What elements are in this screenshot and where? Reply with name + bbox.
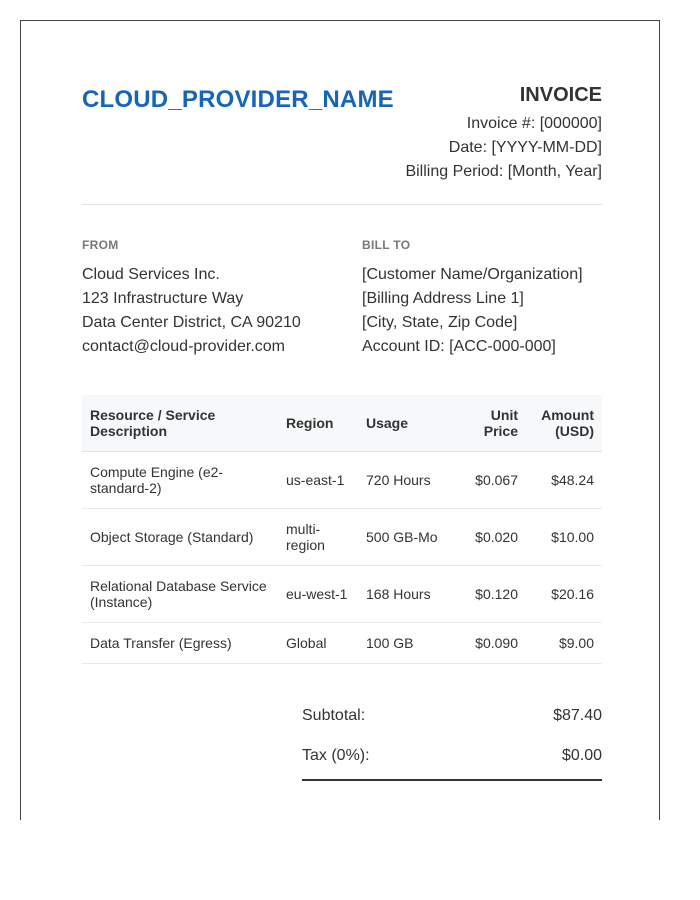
tax-label: Tax (0%): [302,747,370,764]
cell-amount: $9.00 [526,623,602,664]
header-unit-price: Unit Price [448,395,526,452]
invoice-title: INVOICE [519,84,602,106]
subtotal-value: $87.40 [553,707,602,724]
from-email: contact@cloud-provider.com [82,338,285,355]
subtotal-row [302,707,602,747]
cell-usage: 168 Hours [358,566,448,623]
cell-region: Global [278,623,358,664]
header-amount: Amount (USD) [526,395,602,452]
invoice-page [20,20,660,820]
cell-region: eu-west-1 [278,566,358,623]
cell-usage: 500 GB-Mo [358,509,448,566]
table-row [82,566,602,623]
cell-unit-price: $0.120 [448,566,526,623]
header-description: Resource / Service Description [82,395,278,452]
bill-to-block [362,238,583,359]
cell-description: Relational Database Service (Instance) [82,566,278,623]
billing-period: Billing Period: [Month, Year] [405,163,602,180]
invoice-content [82,21,602,764]
from-line: Cloud Services Inc. [82,266,220,283]
tax-row [302,747,602,787]
cell-description: Data Transfer (Egress) [82,623,278,664]
bill-to-label: BILL TO [362,238,411,252]
cell-amount: $48.24 [526,452,602,509]
bill-to-line: [Customer Name/Organization] [362,266,583,283]
cell-description: Object Storage (Standard) [82,509,278,566]
table-row [82,623,602,664]
table-header-row [82,395,602,452]
subtotal-label: Subtotal: [302,707,366,724]
from-block [82,238,301,359]
cell-usage: 100 GB [358,623,448,664]
cell-amount: $10.00 [526,509,602,566]
tax-value: $0.00 [561,747,602,764]
account-id: Account ID: [ACC-000-000] [362,338,556,355]
header-usage: Usage [358,395,448,452]
line-items-table [82,395,602,664]
parties-section [82,205,602,395]
cell-amount: $20.16 [526,566,602,623]
invoice-date: Date: [YYYY-MM-DD] [448,139,602,156]
cell-description: Compute Engine (e2-standard-2) [82,452,278,509]
cell-unit-price: $0.067 [448,452,526,509]
invoice-header [82,21,602,204]
header-region: Region [278,395,358,452]
bill-to-line: [City, State, Zip Code] [362,314,518,331]
cell-region: us-east-1 [278,452,358,509]
cell-usage: 720 Hours [358,452,448,509]
cell-region: multi-region [278,509,358,566]
bill-to-line: [Billing Address Line 1] [362,290,524,307]
from-label: FROM [82,238,119,252]
invoice-number: Invoice #: [000000] [466,115,602,132]
cell-unit-price: $0.090 [448,623,526,664]
provider-name: CLOUD_PROVIDER_NAME [82,86,394,113]
from-line: Data Center District, CA 90210 [82,314,301,331]
table-row [82,509,602,566]
cell-unit-price: $0.020 [448,509,526,566]
invoice-meta [405,84,602,184]
totals-section [302,707,602,781]
from-line: 123 Infrastructure Way [82,290,244,307]
table-row [82,452,602,509]
